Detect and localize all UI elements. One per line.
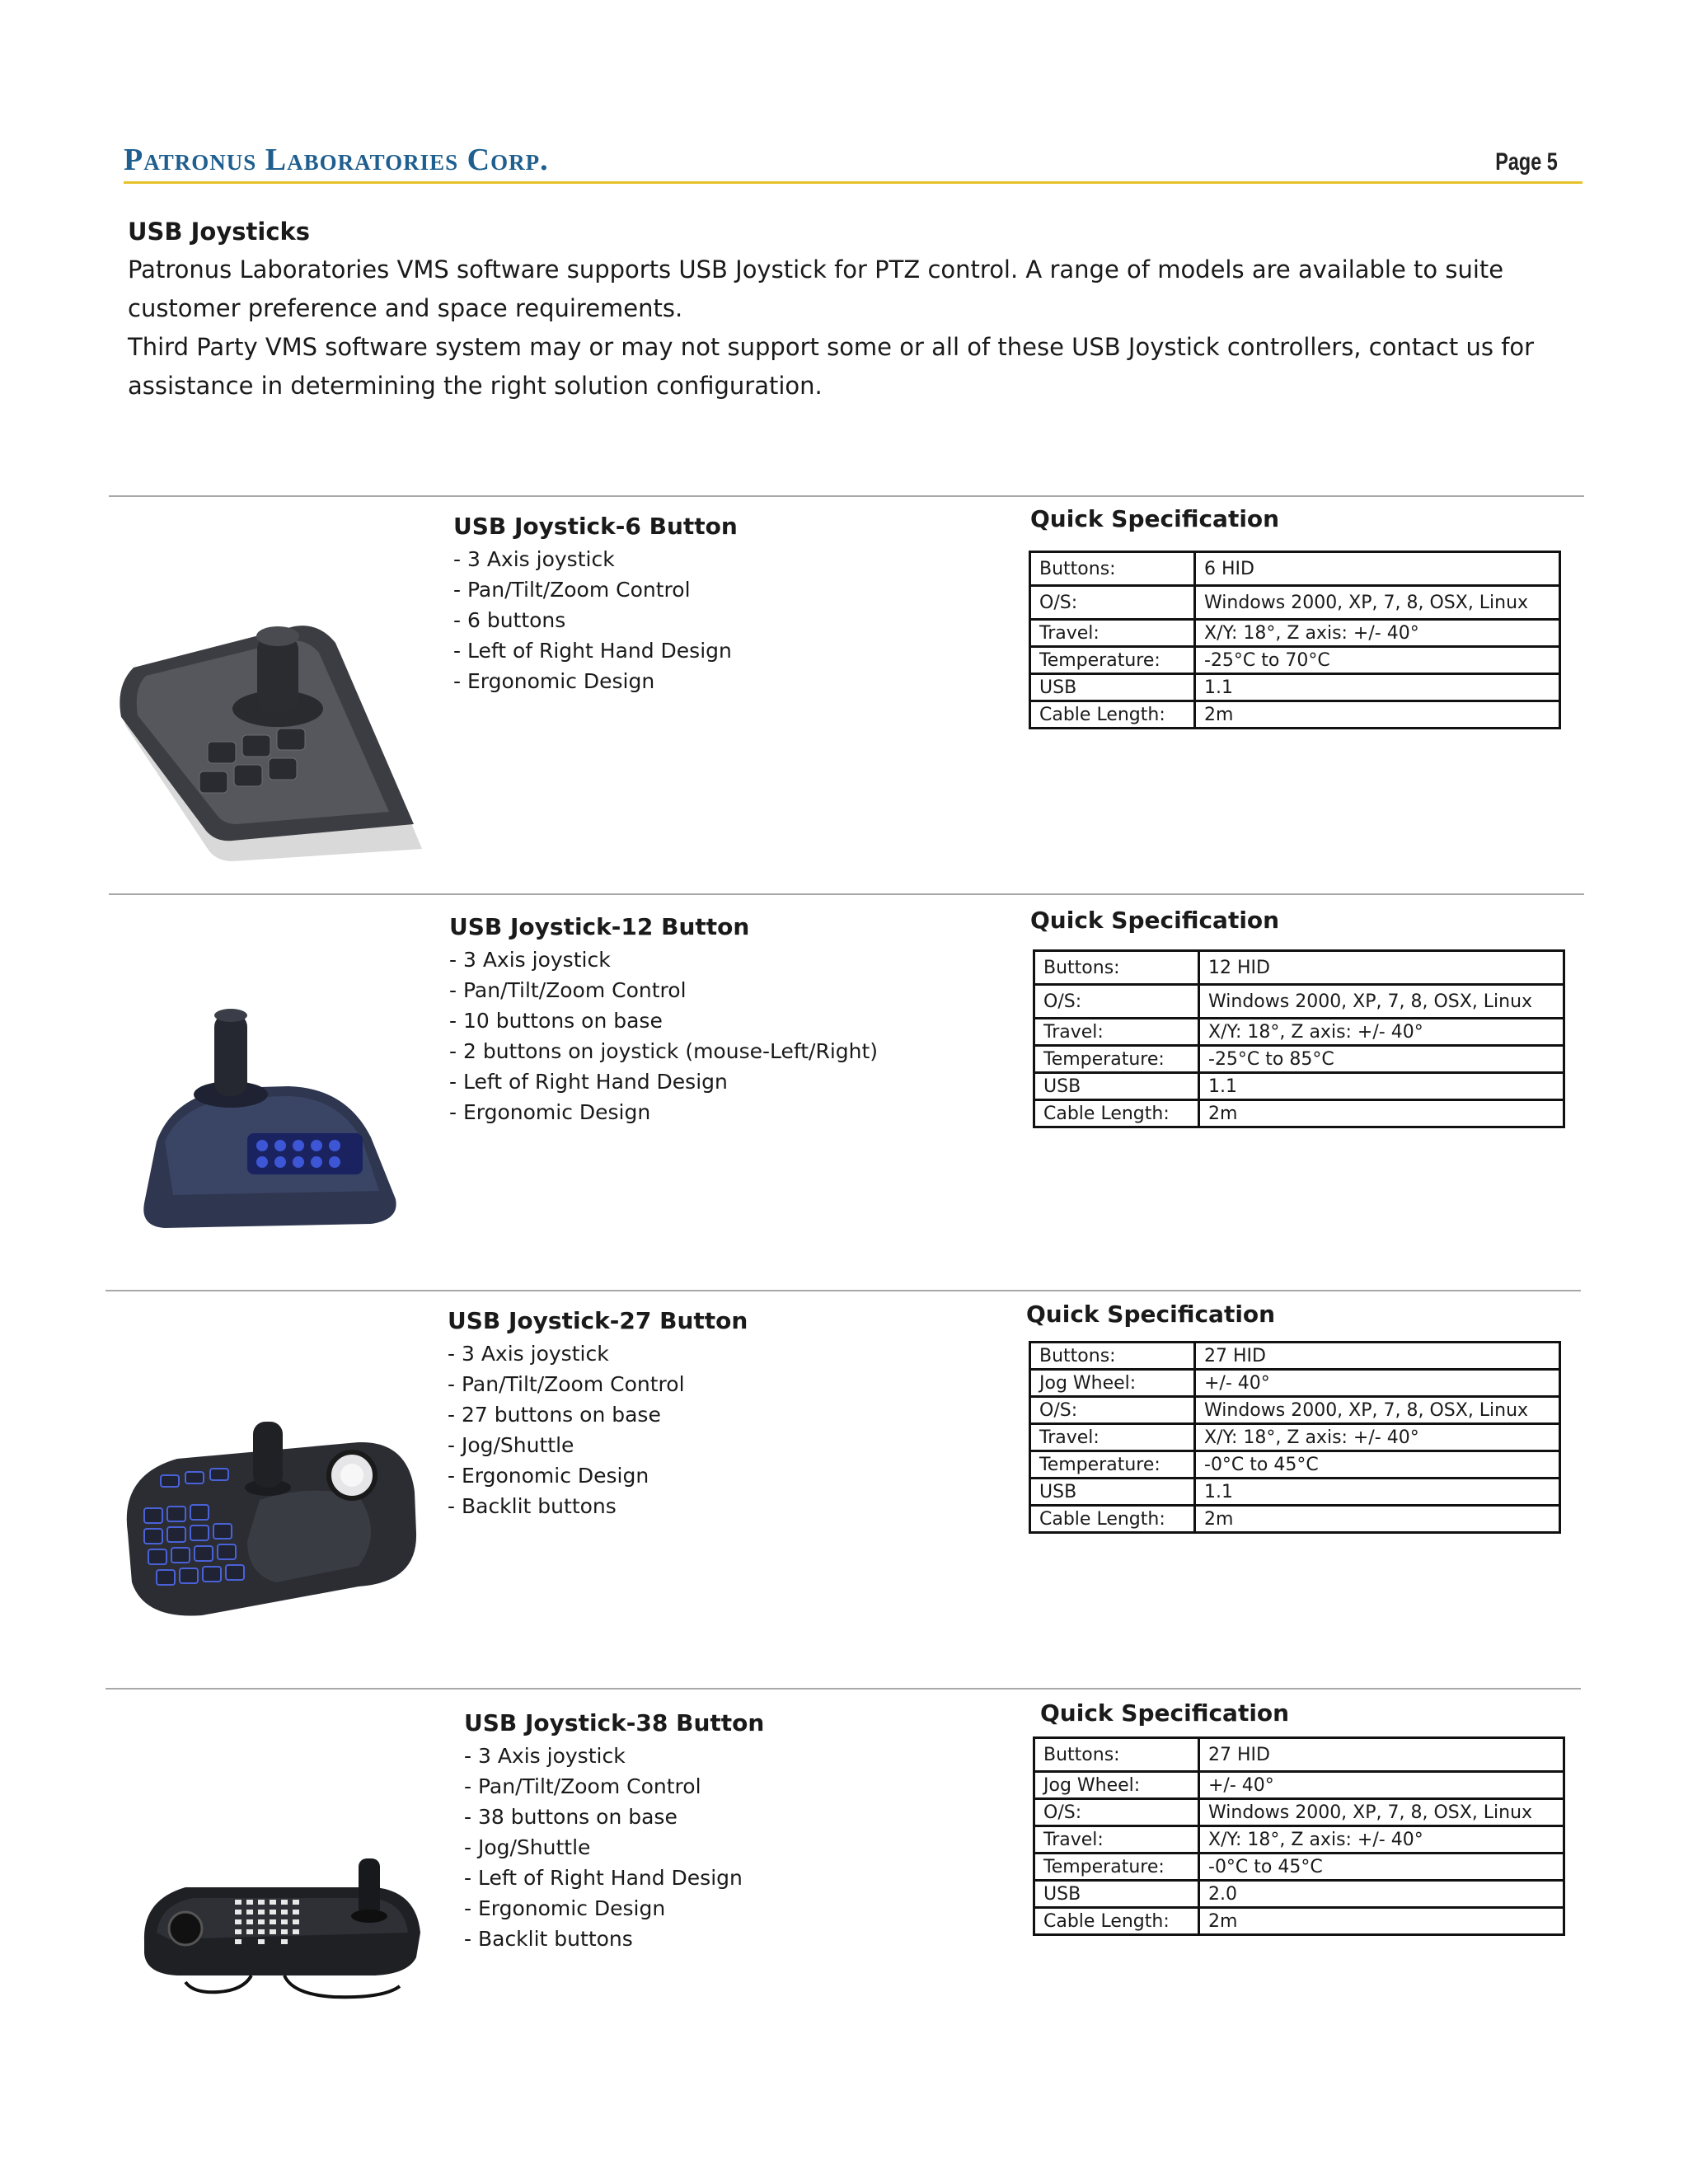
spec-key: USB	[1030, 674, 1195, 701]
spec-value: 27 HID	[1195, 1343, 1560, 1370]
table-row	[1034, 1738, 1564, 1772]
spec-key: O/S:	[1034, 1799, 1199, 1826]
intro-section	[128, 213, 1595, 405]
section-divider	[106, 1290, 1581, 1291]
spec-key: Travel:	[1034, 1826, 1199, 1854]
spec-value: -25°C to 70°C	[1195, 647, 1560, 674]
spec-value: 2m	[1195, 1506, 1560, 1533]
spec-key: Temperature:	[1034, 1046, 1199, 1073]
table-row	[1034, 1100, 1564, 1127]
table-row	[1030, 647, 1560, 674]
intro-paragraph: Patronus Laboratories VMS software supports USB Joystick for PTZ control. A range of models are available to suite customer preference and space requirements.	[128, 255, 1504, 322]
spec-key: Temperature:	[1030, 1451, 1195, 1479]
joystick-27-button-photo	[111, 1409, 424, 1624]
list-item: - Backlit buttons	[448, 1494, 617, 1518]
list-item: - Backlit buttons	[464, 1927, 633, 1951]
joystick-12-button-photo	[124, 997, 404, 1244]
joystick-38-button-photo	[136, 1850, 424, 2007]
spec-table	[1033, 949, 1565, 1128]
feature-list	[464, 1741, 743, 1954]
spec-value: -0°C to 45°C	[1199, 1854, 1564, 1881]
company-name: Patronus Laboratories Corp.	[124, 143, 549, 177]
spec-key: O/S:	[1034, 985, 1199, 1019]
spec-key: Temperature:	[1030, 647, 1195, 674]
table-row	[1034, 1854, 1564, 1881]
spec-table	[1029, 1341, 1561, 1534]
table-row	[1030, 552, 1560, 586]
spec-key: Jog Wheel:	[1030, 1370, 1195, 1397]
table-row	[1034, 1881, 1564, 1908]
list-item: - Jog/Shuttle	[448, 1433, 574, 1457]
table-row	[1030, 1424, 1560, 1451]
table-row	[1034, 1073, 1564, 1100]
spec-value: +/- 40°	[1195, 1370, 1560, 1397]
spec-key: Buttons:	[1030, 1343, 1195, 1370]
spec-value: X/Y: 18°, Z axis: +/- 40°	[1195, 1424, 1560, 1451]
list-item: - Ergonomic Design	[448, 1464, 649, 1488]
spec-key: Cable Length:	[1030, 1506, 1195, 1533]
list-item: - 3 Axis joystick	[464, 1744, 626, 1768]
spec-key: Travel:	[1030, 1424, 1195, 1451]
list-item: - Ergonomic Design	[453, 669, 655, 693]
table-row	[1030, 620, 1560, 647]
spec-value: 6 HID	[1195, 552, 1560, 586]
spec-table	[1029, 551, 1561, 729]
spec-value: -25°C to 85°C	[1199, 1046, 1564, 1073]
table-row	[1034, 1772, 1564, 1799]
spec-key: Travel:	[1034, 1019, 1199, 1046]
spec-title: Quick Specification	[1030, 907, 1280, 934]
page-number: Page 5	[1495, 148, 1558, 176]
feature-list	[453, 544, 732, 696]
spec-key: USB	[1030, 1479, 1195, 1506]
section-divider	[106, 1688, 1581, 1690]
spec-key: Temperature:	[1034, 1854, 1199, 1881]
feature-list	[448, 1338, 685, 1521]
table-row	[1034, 1826, 1564, 1854]
list-item: - Jog/Shuttle	[464, 1835, 591, 1859]
table-row	[1030, 701, 1560, 729]
list-item: - 10 buttons on base	[449, 1009, 663, 1033]
spec-key: USB	[1034, 1881, 1199, 1908]
spec-value: +/- 40°	[1199, 1772, 1564, 1799]
spec-value: 1.1	[1195, 674, 1560, 701]
spec-value: 1.1	[1199, 1073, 1564, 1100]
spec-key: Cable Length:	[1030, 701, 1195, 729]
spec-key: Cable Length:	[1034, 1100, 1199, 1127]
product-title: USB Joystick-38 Button	[464, 1709, 765, 1736]
spec-value: Windows 2000, XP, 7, 8, OSX, Linux	[1199, 1799, 1564, 1826]
list-item: - Left of Right Hand Design	[449, 1070, 728, 1094]
spec-value: Windows 2000, XP, 7, 8, OSX, Linux	[1199, 985, 1564, 1019]
list-item: - 3 Axis joystick	[453, 547, 615, 571]
list-item: - Ergonomic Design	[449, 1100, 651, 1124]
spec-table	[1033, 1736, 1565, 1936]
spec-title: Quick Specification	[1030, 505, 1280, 532]
list-item: - 6 buttons	[453, 608, 566, 632]
spec-key: Buttons:	[1034, 1738, 1199, 1772]
list-item: - Pan/Tilt/Zoom Control	[453, 578, 691, 602]
list-item: - Pan/Tilt/Zoom Control	[449, 978, 687, 1002]
spec-key: Jog Wheel:	[1034, 1772, 1199, 1799]
product-title: USB Joystick-27 Button	[448, 1307, 748, 1334]
list-item: - 3 Axis joystick	[449, 948, 611, 972]
table-row	[1030, 1370, 1560, 1397]
section-divider	[109, 495, 1584, 497]
table-row	[1030, 1343, 1560, 1370]
spec-value: X/Y: 18°, Z axis: +/- 40°	[1199, 1019, 1564, 1046]
spec-value: X/Y: 18°, Z axis: +/- 40°	[1195, 620, 1560, 647]
list-item: - Ergonomic Design	[464, 1896, 666, 1920]
spec-title: Quick Specification	[1040, 1699, 1290, 1727]
spec-key: Travel:	[1030, 620, 1195, 647]
page-header	[124, 142, 1582, 184]
table-row	[1030, 586, 1560, 620]
table-row	[1030, 1451, 1560, 1479]
table-row	[1030, 1479, 1560, 1506]
list-item: - Pan/Tilt/Zoom Control	[448, 1372, 685, 1396]
spec-value: X/Y: 18°, Z axis: +/- 40°	[1199, 1826, 1564, 1854]
table-row	[1034, 1046, 1564, 1073]
intro-paragraph: Third Party VMS software system may or may not support some or all of these USB Joystick controllers, contact us for assistance in determining the right solution configuration.	[128, 333, 1535, 400]
table-row	[1034, 985, 1564, 1019]
table-row	[1030, 1397, 1560, 1424]
spec-value: -0°C to 45°C	[1195, 1451, 1560, 1479]
table-row	[1034, 951, 1564, 985]
list-item: - 2 buttons on joystick (mouse-Left/Right)	[449, 1039, 879, 1063]
list-item: - Pan/Tilt/Zoom Control	[464, 1774, 701, 1798]
table-row	[1034, 1019, 1564, 1046]
list-item: - Left of Right Hand Design	[464, 1866, 743, 1890]
joystick-6-button-photo	[109, 577, 430, 865]
spec-key: Buttons:	[1034, 951, 1199, 985]
spec-value: 2.0	[1199, 1881, 1564, 1908]
spec-title: Quick Specification	[1026, 1301, 1276, 1328]
spec-value: Windows 2000, XP, 7, 8, OSX, Linux	[1195, 586, 1560, 620]
table-row	[1030, 1506, 1560, 1533]
table-row	[1034, 1908, 1564, 1935]
spec-key: USB	[1034, 1073, 1199, 1100]
spec-key: O/S:	[1030, 1397, 1195, 1424]
table-row	[1030, 674, 1560, 701]
feature-list	[449, 944, 878, 1127]
spec-key: O/S:	[1030, 586, 1195, 620]
spec-value: Windows 2000, XP, 7, 8, OSX, Linux	[1195, 1397, 1560, 1424]
product-title: USB Joystick-12 Button	[449, 913, 750, 940]
table-row	[1034, 1799, 1564, 1826]
spec-key: Cable Length:	[1034, 1908, 1199, 1935]
spec-value: 12 HID	[1199, 951, 1564, 985]
spec-value: 2m	[1199, 1100, 1564, 1127]
list-item: - 3 Axis joystick	[448, 1342, 609, 1366]
spec-value: 1.1	[1195, 1479, 1560, 1506]
section-divider	[109, 893, 1584, 895]
list-item: - Left of Right Hand Design	[453, 639, 732, 663]
spec-value: 2m	[1195, 701, 1560, 729]
list-item: - 27 buttons on base	[448, 1403, 661, 1427]
list-item: - 38 buttons on base	[464, 1805, 678, 1829]
spec-value: 27 HID	[1199, 1738, 1564, 1772]
product-title: USB Joystick-6 Button	[453, 513, 738, 540]
spec-value: 2m	[1199, 1908, 1564, 1935]
spec-key: Buttons:	[1030, 552, 1195, 586]
intro-title: USB Joysticks	[128, 218, 311, 246]
